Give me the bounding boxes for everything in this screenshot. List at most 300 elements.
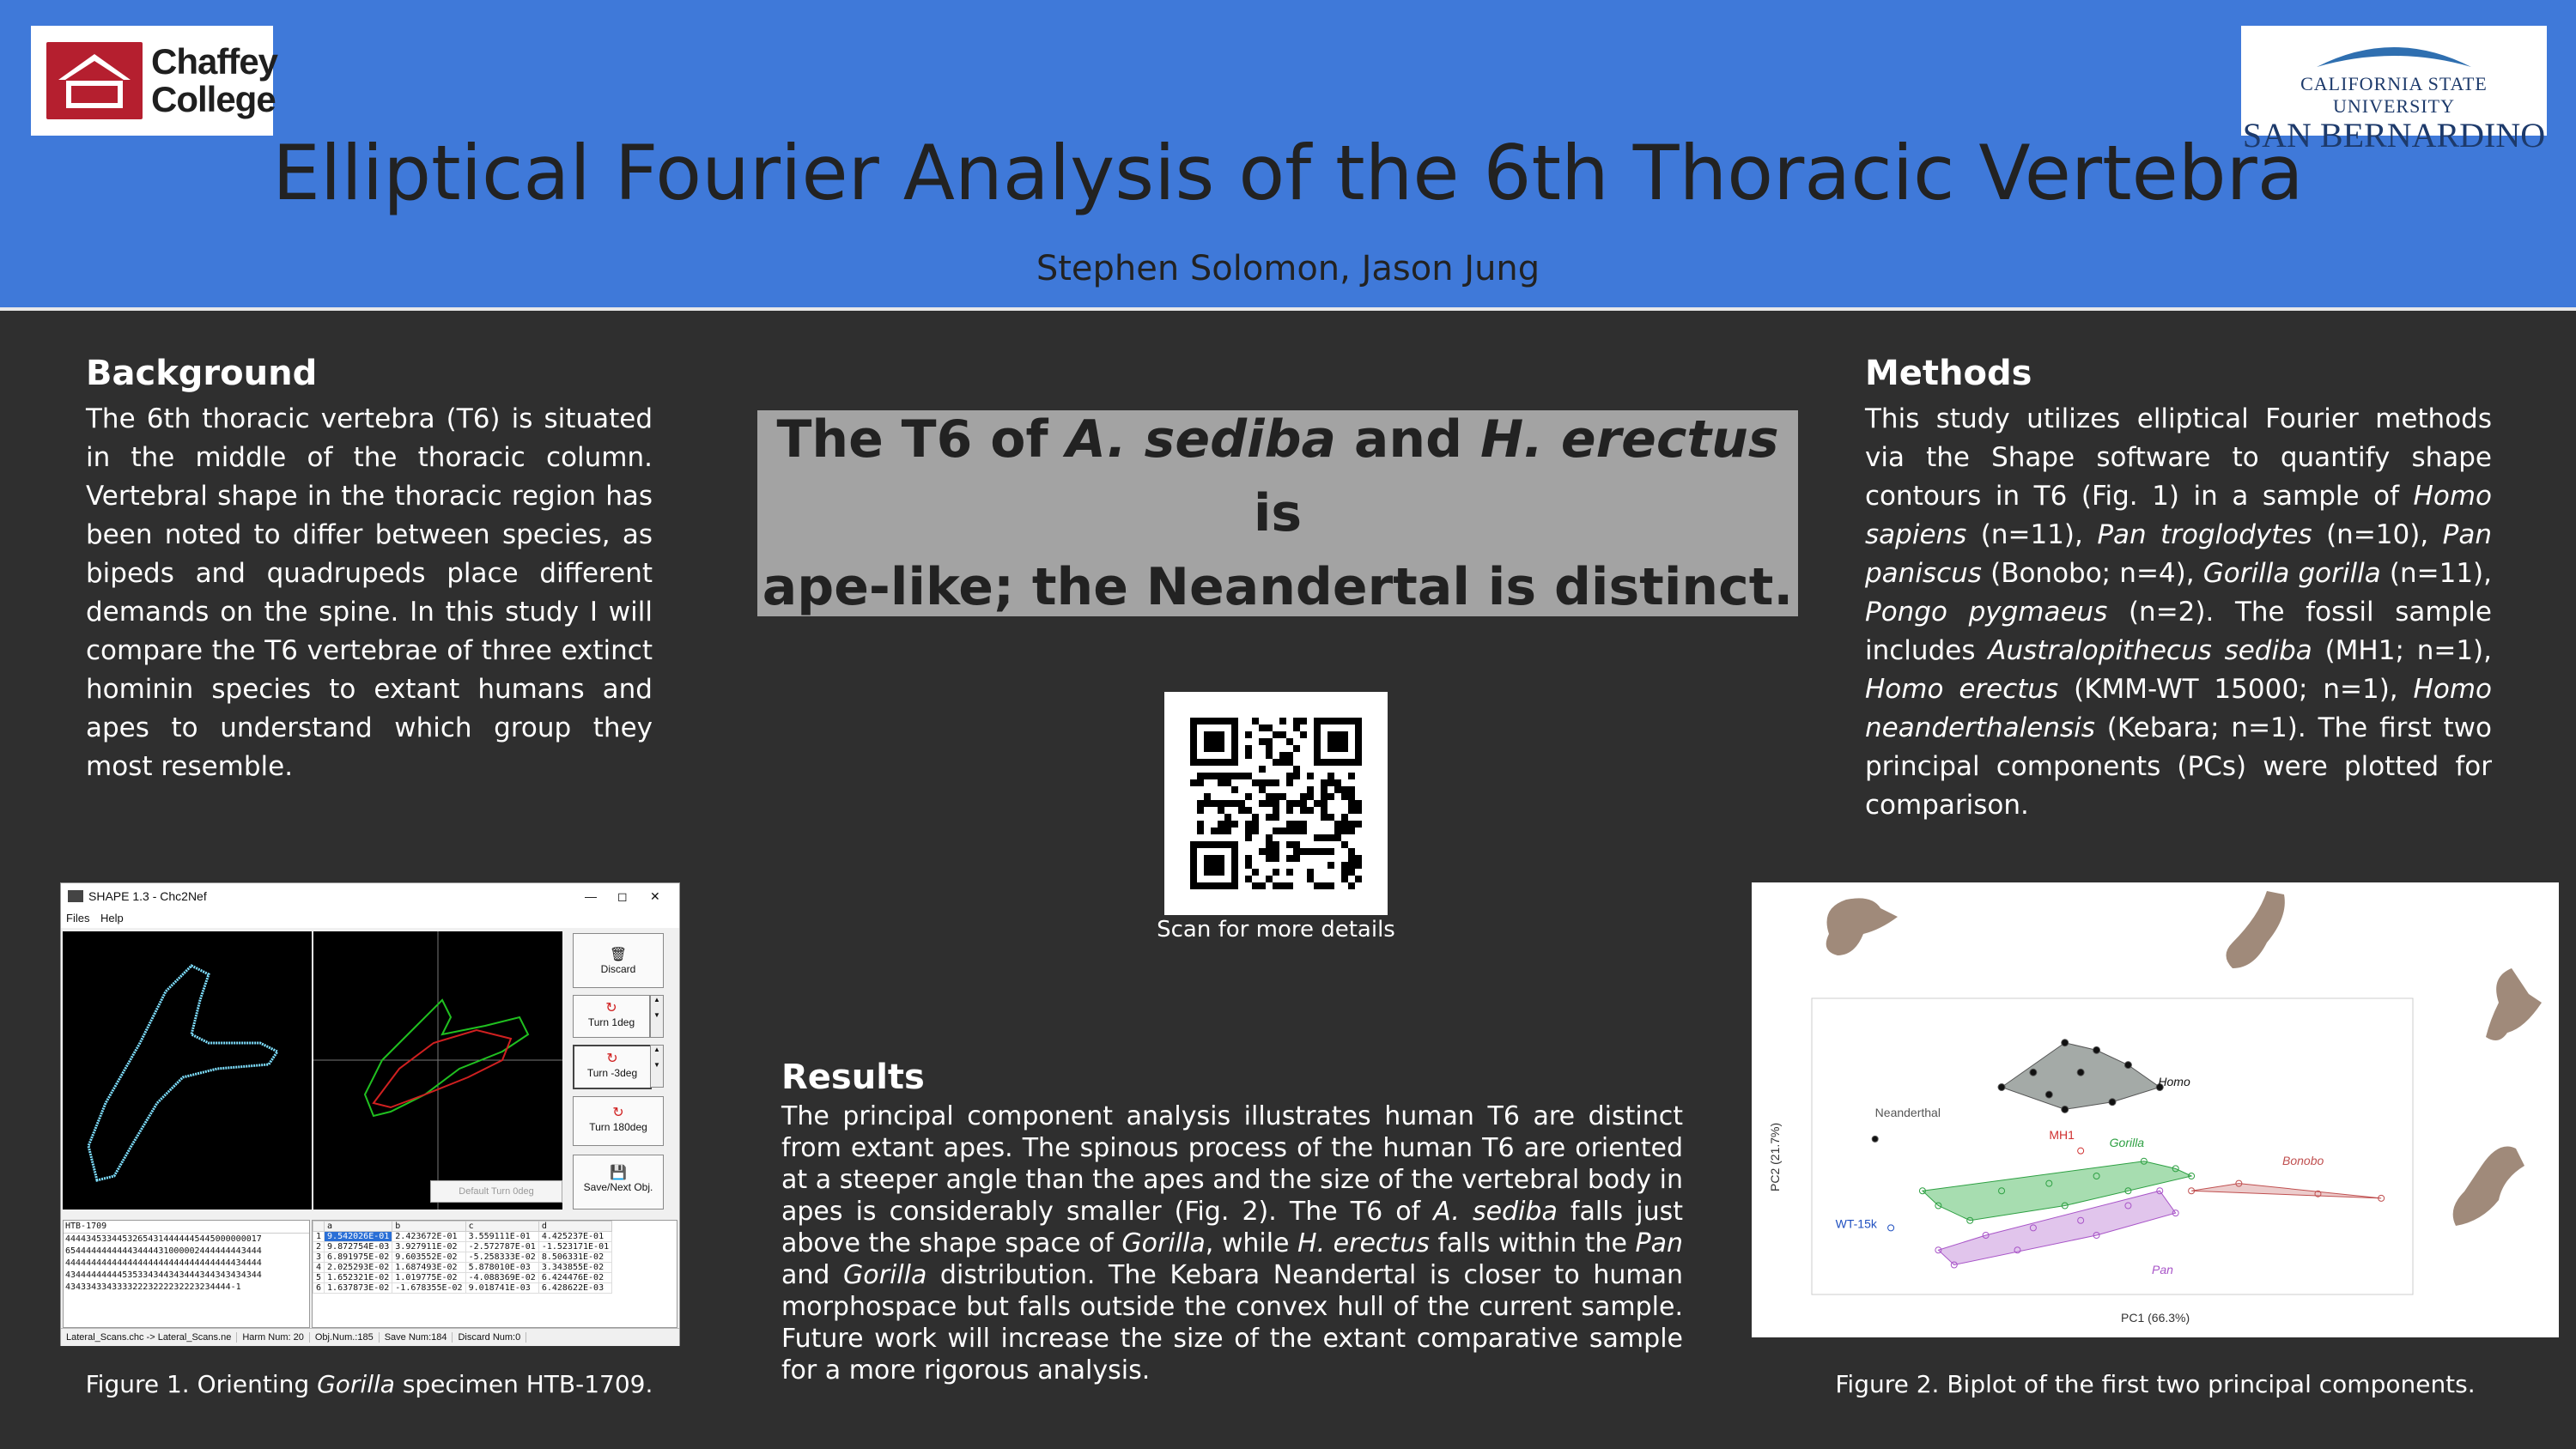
turn-180deg-label: Turn 180deg xyxy=(589,1121,647,1133)
qr-module xyxy=(1348,786,1355,793)
qr-module xyxy=(1259,882,1266,889)
table-row[interactable] xyxy=(313,1263,612,1273)
qr-module xyxy=(1286,800,1293,807)
qr-module xyxy=(1341,718,1348,724)
qr-module xyxy=(1307,807,1314,814)
qr-module xyxy=(1218,759,1224,766)
table-cell: 6.891975E-02 xyxy=(325,1252,392,1263)
qr-module xyxy=(1204,800,1211,807)
qr-module xyxy=(1224,841,1231,848)
qr-module xyxy=(1197,759,1204,766)
qr-module xyxy=(1231,848,1238,855)
qr-module xyxy=(1252,718,1259,724)
qr-module xyxy=(1273,731,1279,738)
qr-module xyxy=(1231,855,1238,862)
qr-module xyxy=(1231,745,1238,752)
vertebra-shape-icon xyxy=(2453,1147,2524,1227)
turn-1deg-spinner[interactable]: ▲ ▼ xyxy=(650,995,664,1038)
qr-module xyxy=(1355,738,1362,745)
qr-module xyxy=(1231,724,1238,731)
qr-module xyxy=(1286,828,1293,834)
claim-italic-erectus: H. erectus xyxy=(1479,409,1779,470)
qr-module xyxy=(1190,862,1197,869)
qr-module xyxy=(1197,821,1204,828)
qr-module xyxy=(1259,848,1266,855)
logo-left-line2: College xyxy=(151,79,276,119)
y-axis-label: PC2 (21.7%) xyxy=(1768,1122,1782,1191)
table-cell: 2.423672E-01 xyxy=(392,1232,465,1242)
qr-module xyxy=(1224,882,1231,889)
turn-180deg-button[interactable] xyxy=(573,1096,664,1146)
qr-module xyxy=(1293,800,1300,807)
qr-module xyxy=(1314,882,1321,889)
results-text: falls within the xyxy=(1429,1228,1636,1258)
point-wt-15k xyxy=(1888,1225,1894,1231)
qr-module xyxy=(1204,793,1211,800)
qr-module xyxy=(1190,745,1197,752)
qr-module xyxy=(1224,759,1231,766)
caption-text: specimen HTB-1709. xyxy=(394,1370,653,1398)
table-cell: 3 xyxy=(313,1252,325,1263)
qr-module xyxy=(1348,828,1355,834)
qr-module xyxy=(1348,855,1355,862)
qr-module xyxy=(1334,786,1341,793)
series-label-pan: Pan xyxy=(2152,1262,2173,1276)
rotate-icon: ↻ xyxy=(606,1052,618,1066)
qr-module xyxy=(1279,731,1286,738)
methods-italic: Pongo pygmaeus xyxy=(1865,597,2108,627)
qr-module xyxy=(1334,821,1341,828)
qr-module xyxy=(1355,759,1362,766)
qr-module xyxy=(1314,745,1321,752)
qr-module xyxy=(1197,882,1204,889)
qr-module xyxy=(1266,738,1273,745)
qr-module xyxy=(1218,882,1224,889)
table-row[interactable] xyxy=(313,1252,612,1263)
qr-module xyxy=(1327,731,1334,738)
caption-italic: Gorilla xyxy=(317,1370,395,1398)
qr-module xyxy=(1300,848,1307,855)
results-italic: Gorilla xyxy=(843,1260,927,1290)
table-header-cell xyxy=(313,1222,325,1232)
qr-module xyxy=(1231,841,1238,848)
qr-module xyxy=(1334,759,1341,766)
results-heading: Results xyxy=(781,1058,925,1097)
table-cell: 3.927911E-02 xyxy=(392,1242,465,1252)
turn-minus3deg-spinner[interactable]: ▲ ▼ xyxy=(650,1045,664,1088)
qr-module xyxy=(1259,786,1266,793)
qr-module xyxy=(1279,793,1286,800)
qr-module xyxy=(1266,793,1273,800)
contour-canvas-right[interactable] xyxy=(313,931,562,1210)
chain-code-line: 43433433433332223222232223234444-1 xyxy=(65,1282,241,1292)
qr-module xyxy=(1321,848,1327,855)
qr-module xyxy=(1327,848,1334,855)
qr-module xyxy=(1273,759,1279,766)
qr-module xyxy=(1307,876,1314,882)
qr-module xyxy=(1245,745,1252,752)
qr-module xyxy=(1245,876,1252,882)
table-cell: 6.428622E-03 xyxy=(538,1283,611,1294)
methods-text: (Bonobo; n=4), xyxy=(1981,558,2203,589)
qr-module xyxy=(1300,731,1307,738)
qr-module xyxy=(1334,828,1341,834)
qr-module xyxy=(1314,834,1321,841)
results-text: falls just above the shape space of xyxy=(781,1197,1683,1258)
qr-module xyxy=(1279,759,1286,766)
qr-module xyxy=(1286,807,1293,814)
qr-module xyxy=(1204,738,1211,745)
results-italic: A. sediba xyxy=(1433,1197,1558,1227)
series-label-mh1: MH1 xyxy=(2049,1127,2075,1142)
qr-module xyxy=(1218,731,1224,738)
rotate-icon: ↻ xyxy=(605,1001,617,1016)
background-text: The 6th thoracic vertebra (T6) is situated in the middle of the thoracic column. Vertebral shape in the thoracic region has been noted to differ between species, as bipeds and quadrupeds place different demands on the spine. In this study I will compare the T6 vertebrae of three extinct hominin species to extant humans and apes to understand which group they most resemble. xyxy=(86,403,653,782)
qr-module xyxy=(1211,841,1218,848)
qr-module xyxy=(1300,800,1307,807)
logo-left-line1: Chaffey xyxy=(151,41,278,82)
qr-module xyxy=(1327,862,1334,869)
close-icon[interactable]: ✕ xyxy=(650,888,660,903)
table-cell: 2.025293E-02 xyxy=(325,1263,392,1273)
save-next-label: Save/Next Obj. xyxy=(583,1181,653,1193)
qr-module xyxy=(1348,869,1355,876)
qr-module xyxy=(1293,718,1300,724)
qr-module xyxy=(1238,807,1245,814)
qr-module xyxy=(1348,807,1355,814)
qr-module xyxy=(1355,731,1362,738)
qr-module xyxy=(1348,718,1355,724)
menubar xyxy=(61,909,679,928)
background-heading: Background xyxy=(86,354,318,393)
qr-module xyxy=(1273,841,1279,848)
results-text: distribution. The Kebara Neandertal is closer to human morphospace but falls outside the convex hull of the current sample. Future work will increase the size of the extant comparative sample for a more rigorous analysis. xyxy=(781,1260,1684,1385)
qr-module xyxy=(1341,828,1348,834)
results-text: and xyxy=(781,1260,844,1290)
save-icon: 💾 xyxy=(610,1166,627,1180)
qr-module xyxy=(1252,869,1259,876)
point-neanderthal xyxy=(1872,1136,1878,1142)
qr-module xyxy=(1314,759,1321,766)
qr-module xyxy=(1266,814,1273,821)
table-cell: 5 xyxy=(313,1273,325,1283)
methods-italic: Australopithecus sediba xyxy=(1988,635,2312,666)
qr-module xyxy=(1238,800,1245,807)
qr-module xyxy=(1224,773,1231,779)
qr-module xyxy=(1211,862,1218,869)
qr-module xyxy=(1211,800,1218,807)
qr-module xyxy=(1218,821,1224,828)
qr-module xyxy=(1231,821,1238,828)
qr-module xyxy=(1231,752,1238,759)
qr-module xyxy=(1245,828,1252,834)
qr-module xyxy=(1279,752,1286,759)
qr-module xyxy=(1197,807,1204,814)
table-cell: 1.687493E-02 xyxy=(392,1263,465,1273)
qr-module xyxy=(1211,828,1218,834)
point-mh1 xyxy=(2078,1148,2084,1154)
status-field: Save Num:184 xyxy=(380,1332,453,1343)
qr-module xyxy=(1259,766,1266,773)
point-homo xyxy=(2030,1069,2037,1076)
figure1-shape-window xyxy=(60,882,680,1346)
qr-module xyxy=(1355,752,1362,759)
qr-module xyxy=(1204,855,1211,862)
qr-module xyxy=(1245,821,1252,828)
poster-header xyxy=(0,0,2576,311)
qr-module xyxy=(1211,855,1218,862)
results-text: , while xyxy=(1205,1228,1298,1258)
qr-module xyxy=(1231,862,1238,869)
methods-text: (Kebara; n=1). The first two principal components (PCs) were plotted for comparison. xyxy=(1865,712,2492,821)
qr-module xyxy=(1314,752,1321,759)
qr-module xyxy=(1245,793,1252,800)
qr-module xyxy=(1204,718,1211,724)
qr-module xyxy=(1314,848,1321,855)
window-title: SHAPE 1.3 - Chc2Nef xyxy=(88,889,207,903)
qr-module xyxy=(1327,779,1334,786)
figure2-caption: Figure 2. Biplot of the first two principal components. xyxy=(1835,1370,2476,1398)
methods-italic: Pan paniscus xyxy=(1865,519,2492,589)
methods-heading: Methods xyxy=(1865,354,2032,393)
point-homo xyxy=(2077,1069,2084,1076)
menu-files[interactable]: Files xyxy=(66,912,90,925)
vertebra-shape-icon xyxy=(2227,891,2285,968)
table-cell: -4.088369E-02 xyxy=(465,1273,538,1283)
qr-module xyxy=(1224,814,1231,821)
caption-text: Figure 1. Orienting xyxy=(85,1370,318,1398)
table-cell: 4.425237E-01 xyxy=(538,1232,611,1242)
qr-module xyxy=(1334,731,1341,738)
qr-module xyxy=(1218,800,1224,807)
qr-module xyxy=(1293,821,1300,828)
qr-module xyxy=(1321,793,1327,800)
qr-module xyxy=(1327,718,1334,724)
table-cell: 5.878010E-03 xyxy=(465,1263,538,1273)
qr-module xyxy=(1231,869,1238,876)
qr-module xyxy=(1204,869,1211,876)
methods-text: (KMM-WT 15000; n=1), xyxy=(2058,674,2414,705)
qr-module xyxy=(1245,834,1252,841)
qr-module xyxy=(1300,807,1307,814)
qr-module xyxy=(1273,807,1279,814)
qr-code[interactable] xyxy=(1164,692,1388,915)
qr-module xyxy=(1286,779,1293,786)
qr-module xyxy=(1286,759,1293,766)
qr-module xyxy=(1259,779,1266,786)
qr-module xyxy=(1341,862,1348,869)
qr-module xyxy=(1307,773,1314,779)
qr-module xyxy=(1266,779,1273,786)
contour-canvas-left[interactable] xyxy=(63,931,312,1210)
qr-module xyxy=(1314,724,1321,731)
qr-module xyxy=(1190,855,1197,862)
table-cell: 9.018741E-03 xyxy=(465,1283,538,1294)
vertebra-shape-icon xyxy=(1826,898,1898,955)
qr-module xyxy=(1334,834,1341,841)
default-turn-button[interactable]: Default Turn 0deg xyxy=(430,1180,562,1203)
turn-1deg-button[interactable] xyxy=(573,995,650,1038)
qr-module xyxy=(1321,718,1327,724)
claim-text: is xyxy=(1253,483,1303,543)
qr-module xyxy=(1355,800,1362,807)
qr-module xyxy=(1273,800,1279,807)
table-cell: 3.343855E-02 xyxy=(538,1263,611,1273)
mountain-icon xyxy=(2308,36,2480,70)
qr-module xyxy=(1286,738,1293,745)
table-cell: -5.258333E-02 xyxy=(465,1252,538,1263)
status-bar xyxy=(61,1328,679,1346)
qr-module xyxy=(1266,855,1273,862)
qr-module xyxy=(1245,731,1252,738)
qr-module xyxy=(1314,731,1321,738)
qr-module xyxy=(1190,731,1197,738)
series-label-bonobo: Bonobo xyxy=(2282,1154,2324,1168)
methods-italic: Pan troglodytes xyxy=(2097,519,2312,550)
methods-italic: Homo sapiens xyxy=(1865,481,2492,550)
qr-module xyxy=(1211,869,1218,876)
turn-minus3deg-button[interactable] xyxy=(573,1045,652,1089)
discard-label: Discard xyxy=(600,963,636,975)
table-row[interactable] xyxy=(313,1283,612,1294)
methods-text: (n=10), xyxy=(2312,519,2443,550)
qr-module xyxy=(1224,718,1231,724)
qr-module xyxy=(1307,786,1314,793)
qr-module xyxy=(1197,800,1204,807)
methods-italic: Homo erectus xyxy=(1865,674,2059,705)
status-field: Harm Num: 20 xyxy=(237,1332,310,1343)
table-row[interactable] xyxy=(313,1242,612,1252)
claim-line2: ape-like; the Neandertal is distinct. xyxy=(762,557,1794,617)
series-label-homo: Homo xyxy=(2158,1074,2190,1088)
qr-module xyxy=(1231,731,1238,738)
qr-module xyxy=(1273,869,1279,876)
qr-module xyxy=(1321,834,1327,841)
methods-text: (n=11), xyxy=(1966,519,2098,550)
qr-module xyxy=(1231,882,1238,889)
methods-text xyxy=(1865,400,2492,825)
table-row[interactable] xyxy=(313,1232,612,1242)
chaffey-college-logo xyxy=(31,26,278,136)
window-titlebar xyxy=(61,883,679,909)
qr-module xyxy=(1204,745,1211,752)
chain-code-line: 43444444444535334344343444344343434344 xyxy=(65,1270,262,1280)
qr-module xyxy=(1211,738,1218,745)
qr-module xyxy=(1218,828,1224,834)
qr-module xyxy=(1321,800,1327,807)
maximize-icon[interactable]: ◻ xyxy=(617,888,628,903)
college-emblem-icon xyxy=(46,42,143,119)
qr-module xyxy=(1197,718,1204,724)
qr-module xyxy=(1321,759,1327,766)
point-homo xyxy=(1998,1084,2005,1091)
vertebra-shape-icon xyxy=(2486,968,2542,1040)
point-homo xyxy=(2062,1040,2069,1046)
qr-module xyxy=(1204,862,1211,869)
methods-text: (n=2). The fossil sample includes xyxy=(1865,597,2492,666)
qr-module xyxy=(1355,821,1362,828)
qr-module xyxy=(1190,869,1197,876)
qr-module xyxy=(1341,814,1348,821)
table-cell: 4 xyxy=(313,1263,325,1273)
qr-module xyxy=(1252,779,1259,786)
chain-code-line: 44444444444444444444444444444444434444 xyxy=(65,1258,262,1268)
csusb-logo xyxy=(2241,26,2547,155)
chain-code-list xyxy=(64,1234,309,1294)
qr-module xyxy=(1327,738,1334,745)
qr-module xyxy=(1334,779,1341,786)
poster-title: Elliptical Fourier Analysis of the 6th Thoracic Vertebra xyxy=(272,129,2304,217)
qr-module xyxy=(1286,752,1293,759)
qr-module xyxy=(1321,786,1327,793)
qr-module xyxy=(1197,779,1204,786)
qr-module xyxy=(1300,793,1307,800)
save-next-button[interactable] xyxy=(573,1155,664,1210)
results-italic: Pan xyxy=(1635,1228,1683,1258)
status-field: Discard Num:0 xyxy=(453,1332,526,1343)
qr-module xyxy=(1327,882,1334,889)
point-homo xyxy=(2109,1099,2116,1106)
qr-module xyxy=(1314,800,1321,807)
qr-module xyxy=(1334,718,1341,724)
qr-module xyxy=(1273,814,1279,821)
chain-code-panel[interactable] xyxy=(63,1220,310,1328)
qr-module xyxy=(1266,724,1273,731)
turn-minus3deg-label: Turn -3deg xyxy=(586,1067,638,1079)
discard-button[interactable] xyxy=(573,933,664,988)
qr-module xyxy=(1321,807,1327,814)
qr-module xyxy=(1231,738,1238,745)
table-cell: -2.572787E-01 xyxy=(465,1242,538,1252)
qr-module xyxy=(1321,882,1327,889)
qr-module xyxy=(1190,841,1197,848)
coefficient-table[interactable] xyxy=(312,1220,677,1328)
qr-module xyxy=(1286,773,1293,779)
qr-module xyxy=(1307,869,1314,876)
qr-module xyxy=(1252,828,1259,834)
minimize-icon[interactable]: — xyxy=(585,889,597,903)
qr-module xyxy=(1279,828,1286,834)
results-text xyxy=(781,1100,1683,1386)
table-row[interactable] xyxy=(313,1273,612,1283)
qr-module xyxy=(1266,745,1273,752)
qr-module xyxy=(1293,766,1300,773)
qr-module xyxy=(1218,841,1224,848)
qr-module xyxy=(1314,738,1321,745)
qr-module xyxy=(1321,814,1327,821)
results-italic: Gorilla xyxy=(1121,1228,1206,1258)
menu-help[interactable]: Help xyxy=(100,912,124,925)
claim-text: The T6 of xyxy=(776,409,1066,470)
qr-module xyxy=(1218,745,1224,752)
qr-module xyxy=(1190,718,1197,724)
qr-module xyxy=(1218,869,1224,876)
qr-module xyxy=(1190,724,1197,731)
qr-module xyxy=(1273,855,1279,862)
qr-module xyxy=(1334,745,1341,752)
specimen-name: HTB-1709 xyxy=(64,1221,309,1234)
qr-module xyxy=(1224,828,1231,834)
qr-module xyxy=(1245,752,1252,759)
qr-module xyxy=(1355,718,1362,724)
qr-module xyxy=(1348,882,1355,889)
logo-right-line2: SAN BERNARDINO xyxy=(2242,116,2546,155)
qr-module xyxy=(1355,807,1362,814)
qr-module xyxy=(1300,718,1307,724)
qr-module xyxy=(1266,834,1273,841)
qr-module xyxy=(1286,869,1293,876)
figure2-biplot xyxy=(1752,882,2559,1337)
